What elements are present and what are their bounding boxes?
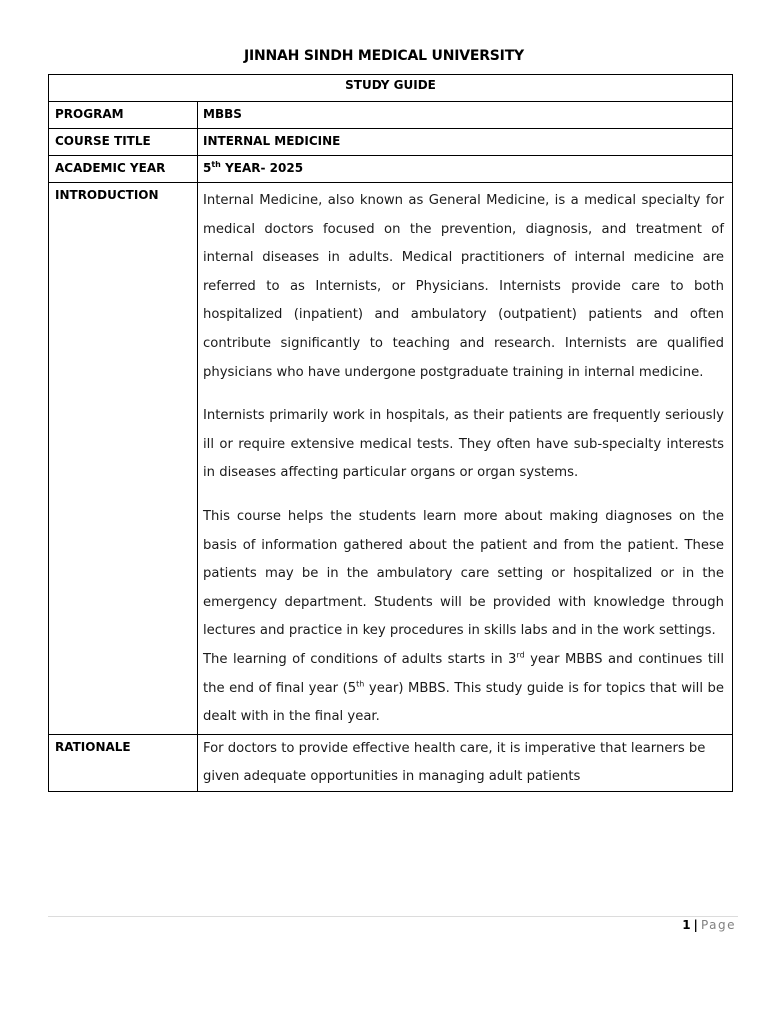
table-row-rationale [49,734,733,791]
introduction-paragraph-1: Internal Medicine, also known as General Medicine, is a medical specialty for medical doctors focused on the prevention, diagnosis, and treatment of internal diseases in adults. Medical practitioners of internal medicine are referred to as Internists, or Physicians. Internists provide care to both hospitalized (inpatient) and ambulatory (outpatient) patients and often contribute significantly to teaching and research. Internists are qualified physicians who have undergone postgraduate training in internal medicine. [203,193,724,380]
intro-p4-part-b: year MBBS and continues till the end of final year (5 [203,651,724,696]
introduction-paragraph-3: This course helps the students learn more about making diagnoses on the basis of information gathered about the patient and from the patient. These patients may be in the ambulatory care setting or hospitalized or in the emergency department. Students will be provided with knowledge through lectures and practice in key procedures in skills labs and in the work settings. [203,508,724,639]
table-row-academic-year [49,156,733,183]
introduction-text [198,183,733,735]
intro-p4-sup-1: rd [516,650,525,660]
table-row-course-title [49,129,733,156]
page-number: 1 [682,918,691,932]
intro-p4-sup-2: th [356,679,365,689]
intro-p4-part-a: The learning of conditions of adults starts in 3 [203,651,517,667]
page-word: Page [700,918,736,932]
table-row-introduction [49,183,733,735]
academic-year-number: 5 [203,161,212,175]
course-title-value: INTERNAL MEDICINE [198,129,733,156]
academic-year-label: ACADEMIC YEAR [49,156,198,183]
academic-year-rest: YEAR- 2025 [220,161,304,175]
study-guide-table [48,74,733,792]
page-footer [682,918,736,932]
program-value: MBBS [198,102,733,129]
intro-p4-part-c: year) MBBS. This study guide is for topics that will be dealt with in the final year. [203,680,724,725]
academic-year-value [198,156,733,183]
academic-year-suffix: th [211,160,221,169]
rationale-text: For doctors to provide effective health care, it is imperative that learners be given adequate opportunities in managing adult patients [198,734,733,791]
page-title: JINNAH SINDH MEDICAL UNIVERSITY [244,48,524,64]
introduction-label: INTRODUCTION [49,183,198,735]
table-header-row [49,75,733,102]
footer-divider [48,916,738,917]
introduction-paragraph-2: Internists primarily work in hospitals, as their patients are frequently seriously ill or require extensive medical tests. They often have sub-specialty interests in diseases affecting particular organs or organ systems. [203,408,724,481]
table-header: STUDY GUIDE [49,75,733,102]
table-row-program [49,102,733,129]
program-label: PROGRAM [49,102,198,129]
course-title-label: COURSE TITLE [49,129,198,156]
rationale-label: RATIONALE [49,734,198,791]
introduction-paragraph-4 [203,646,724,732]
footer-separator: | [693,918,698,932]
